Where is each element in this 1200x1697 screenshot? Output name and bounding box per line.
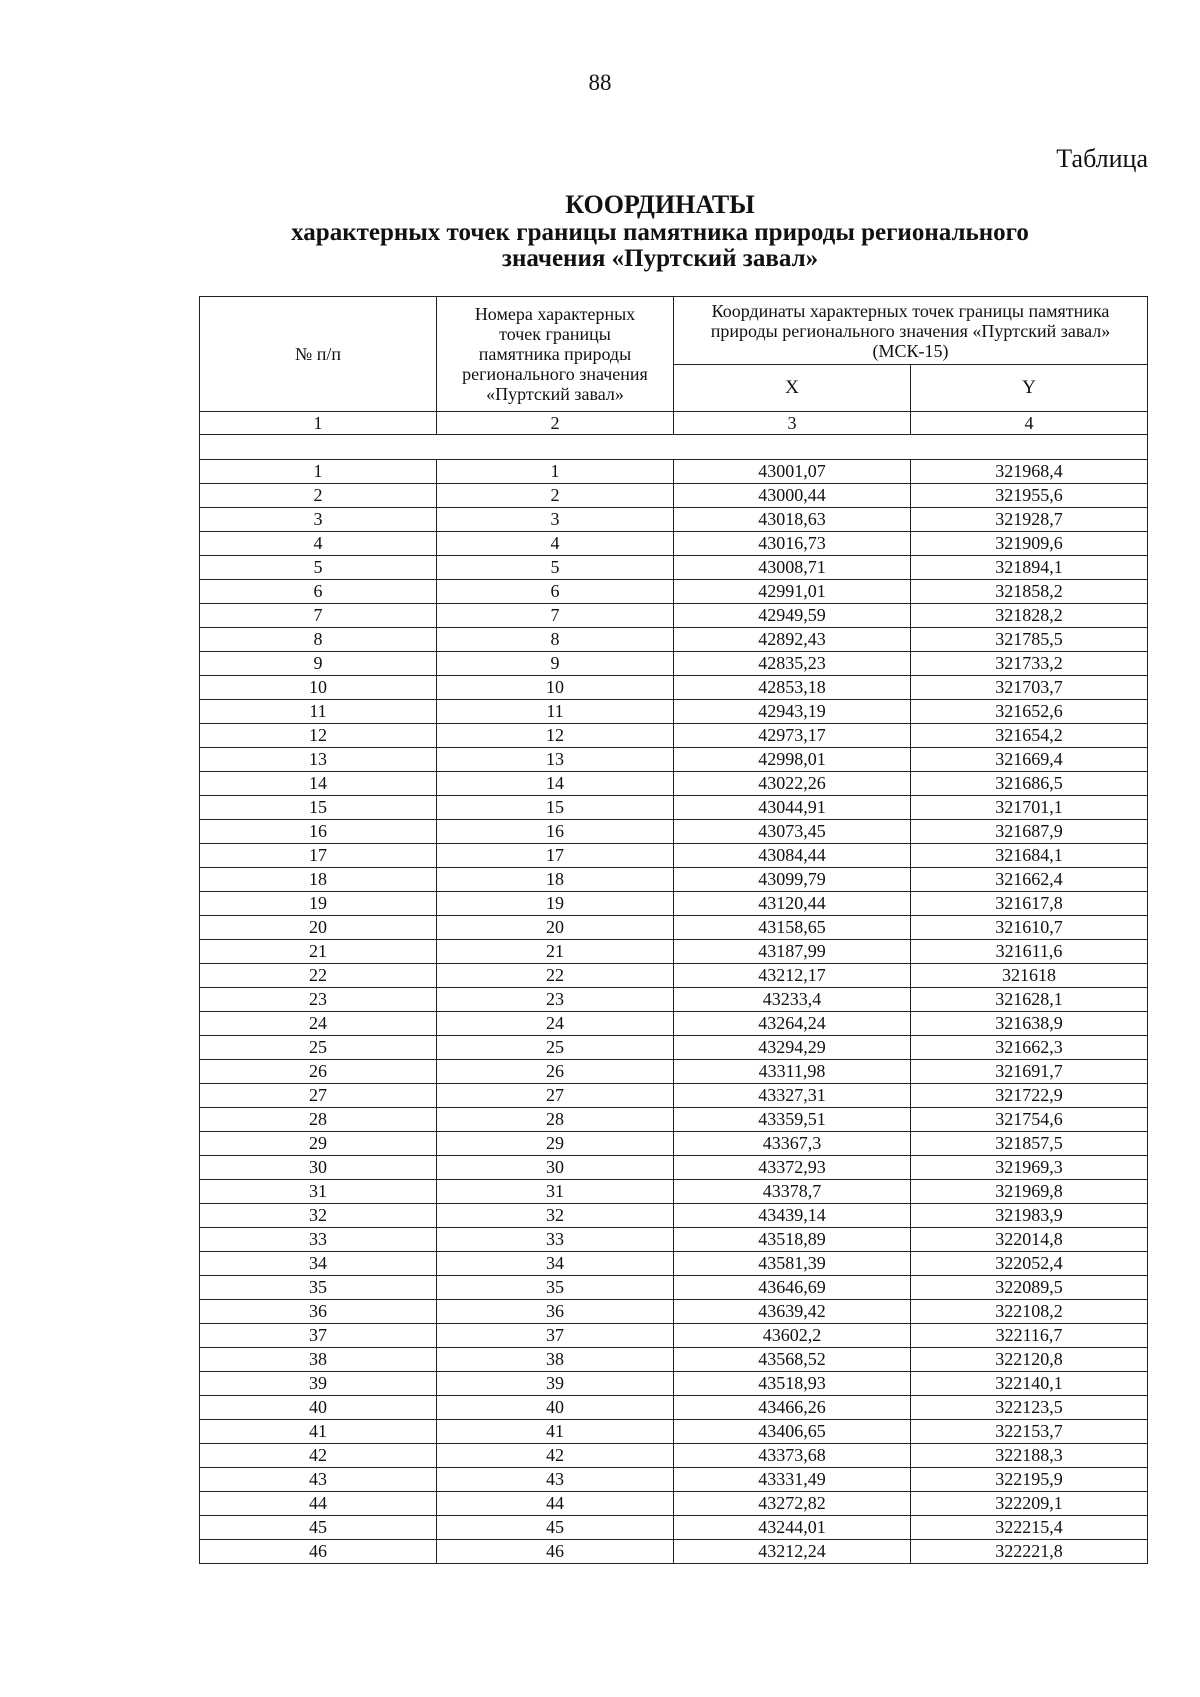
cell-y: 322052,4 <box>911 1252 1148 1276</box>
cell-y: 322108,2 <box>911 1300 1148 1324</box>
table-row <box>200 1420 1148 1444</box>
cell-y: 321691,7 <box>911 1060 1148 1084</box>
cell-row-number: 42 <box>200 1444 437 1468</box>
cell-point-number: 6 <box>437 580 674 604</box>
cell-row-number: 11 <box>200 700 437 724</box>
cell-y: 321703,7 <box>911 676 1148 700</box>
header-coordinates: Координаты характерных точек границы памятника природы регионального значения «Пуртский завал» (МСК-15) <box>674 297 1148 365</box>
cell-y: 322140,1 <box>911 1372 1148 1396</box>
cell-point-number: 23 <box>437 988 674 1012</box>
cell-row-number: 22 <box>200 964 437 988</box>
cell-y: 322221,8 <box>911 1540 1148 1564</box>
cell-point-number: 14 <box>437 772 674 796</box>
cell-x: 43084,44 <box>674 844 911 868</box>
cell-x: 42853,18 <box>674 676 911 700</box>
table-row <box>200 1108 1148 1132</box>
table-row <box>200 1540 1148 1564</box>
cell-x: 43272,82 <box>674 1492 911 1516</box>
cell-x: 43367,3 <box>674 1132 911 1156</box>
table-row <box>200 1492 1148 1516</box>
cell-x: 43158,65 <box>674 916 911 940</box>
cell-x: 43212,24 <box>674 1540 911 1564</box>
cell-row-number: 18 <box>200 868 437 892</box>
table-row <box>200 580 1148 604</box>
table-row <box>200 1324 1148 1348</box>
table-row <box>200 1300 1148 1324</box>
cell-point-number: 31 <box>437 1180 674 1204</box>
cell-x: 43406,65 <box>674 1420 911 1444</box>
cell-row-number: 25 <box>200 1036 437 1060</box>
cell-row-number: 19 <box>200 892 437 916</box>
cell-y: 321969,3 <box>911 1156 1148 1180</box>
table-row <box>200 532 1148 556</box>
cell-x: 43008,71 <box>674 556 911 580</box>
table-row <box>200 508 1148 532</box>
cell-point-number: 44 <box>437 1492 674 1516</box>
table-label: Таблица <box>1056 144 1148 173</box>
cell-y: 321662,3 <box>911 1036 1148 1060</box>
table-row <box>200 796 1148 820</box>
cell-row-number: 2 <box>200 484 437 508</box>
cell-x: 42949,59 <box>674 604 911 628</box>
table-row <box>200 1468 1148 1492</box>
cell-point-number: 15 <box>437 796 674 820</box>
cell-y: 321684,1 <box>911 844 1148 868</box>
cell-row-number: 7 <box>200 604 437 628</box>
cell-point-number: 2 <box>437 484 674 508</box>
cell-row-number: 1 <box>200 460 437 484</box>
table-body <box>200 460 1148 1564</box>
cell-x: 43646,69 <box>674 1276 911 1300</box>
cell-row-number: 27 <box>200 1084 437 1108</box>
cell-row-number: 29 <box>200 1132 437 1156</box>
cell-y: 321611,6 <box>911 940 1148 964</box>
cell-y: 322123,5 <box>911 1396 1148 1420</box>
table-row <box>200 724 1148 748</box>
cell-row-number: 44 <box>200 1492 437 1516</box>
cell-row-number: 17 <box>200 844 437 868</box>
cell-x: 43311,98 <box>674 1060 911 1084</box>
table-row <box>200 1156 1148 1180</box>
page-number: 88 <box>588 70 612 95</box>
table-row <box>200 676 1148 700</box>
cell-x: 43373,68 <box>674 1444 911 1468</box>
cell-y: 321652,6 <box>911 700 1148 724</box>
cell-row-number: 5 <box>200 556 437 580</box>
cell-row-number: 10 <box>200 676 437 700</box>
cell-row-number: 32 <box>200 1204 437 1228</box>
cell-row-number: 9 <box>200 652 437 676</box>
column-number: 2 <box>437 412 674 435</box>
table-row <box>200 892 1148 916</box>
cell-y: 321662,4 <box>911 868 1148 892</box>
spacer-row <box>200 435 1148 460</box>
header-x: X <box>674 365 911 412</box>
cell-row-number: 37 <box>200 1324 437 1348</box>
cell-point-number: 42 <box>437 1444 674 1468</box>
spacer-cell <box>200 435 1148 460</box>
cell-x: 43120,44 <box>674 892 911 916</box>
cell-point-number: 24 <box>437 1012 674 1036</box>
table-row <box>200 916 1148 940</box>
cell-x: 42991,01 <box>674 580 911 604</box>
cell-point-number: 41 <box>437 1420 674 1444</box>
cell-row-number: 40 <box>200 1396 437 1420</box>
cell-x: 43439,14 <box>674 1204 911 1228</box>
cell-row-number: 26 <box>200 1060 437 1084</box>
cell-row-number: 30 <box>200 1156 437 1180</box>
cell-x: 43568,52 <box>674 1348 911 1372</box>
cell-y: 321638,9 <box>911 1012 1148 1036</box>
cell-x: 43044,91 <box>674 796 911 820</box>
table-row <box>200 1516 1148 1540</box>
cell-x: 43212,17 <box>674 964 911 988</box>
table-row <box>200 1276 1148 1300</box>
table-row <box>200 964 1148 988</box>
cell-x: 43581,39 <box>674 1252 911 1276</box>
cell-row-number: 31 <box>200 1180 437 1204</box>
cell-y: 321610,7 <box>911 916 1148 940</box>
cell-y: 322120,8 <box>911 1348 1148 1372</box>
cell-x: 43016,73 <box>674 532 911 556</box>
cell-point-number: 38 <box>437 1348 674 1372</box>
cell-x: 43378,7 <box>674 1180 911 1204</box>
cell-row-number: 46 <box>200 1540 437 1564</box>
cell-y: 321968,4 <box>911 460 1148 484</box>
cell-point-number: 9 <box>437 652 674 676</box>
table-row <box>200 1252 1148 1276</box>
cell-x: 42973,17 <box>674 724 911 748</box>
cell-point-number: 3 <box>437 508 674 532</box>
cell-point-number: 1 <box>437 460 674 484</box>
cell-point-number: 28 <box>437 1108 674 1132</box>
table-row <box>200 484 1148 508</box>
cell-point-number: 19 <box>437 892 674 916</box>
table-row <box>200 988 1148 1012</box>
table-row <box>200 1084 1148 1108</box>
table-row <box>200 868 1148 892</box>
cell-x: 43327,31 <box>674 1084 911 1108</box>
cell-x: 42892,43 <box>674 628 911 652</box>
cell-x: 43294,29 <box>674 1036 911 1060</box>
cell-row-number: 38 <box>200 1348 437 1372</box>
title-line-2: значения «Пуртский завал» <box>501 245 819 272</box>
cell-x: 43331,49 <box>674 1468 911 1492</box>
cell-point-number: 29 <box>437 1132 674 1156</box>
table-row <box>200 556 1148 580</box>
cell-x: 42943,19 <box>674 700 911 724</box>
cell-point-number: 17 <box>437 844 674 868</box>
cell-row-number: 14 <box>200 772 437 796</box>
cell-y: 321955,6 <box>911 484 1148 508</box>
column-number-row <box>200 412 1148 435</box>
cell-point-number: 36 <box>437 1300 674 1324</box>
table-row <box>200 1396 1148 1420</box>
cell-x: 43187,99 <box>674 940 911 964</box>
cell-y: 322209,1 <box>911 1492 1148 1516</box>
cell-point-number: 18 <box>437 868 674 892</box>
cell-x: 43099,79 <box>674 868 911 892</box>
cell-row-number: 21 <box>200 940 437 964</box>
cell-row-number: 28 <box>200 1108 437 1132</box>
table-row <box>200 1036 1148 1060</box>
cell-y: 322089,5 <box>911 1276 1148 1300</box>
table-row <box>200 1372 1148 1396</box>
table-row <box>200 460 1148 484</box>
cell-y: 321857,5 <box>911 1132 1148 1156</box>
table-row <box>200 652 1148 676</box>
table-row <box>200 940 1148 964</box>
cell-row-number: 16 <box>200 820 437 844</box>
cell-row-number: 43 <box>200 1468 437 1492</box>
cell-point-number: 34 <box>437 1252 674 1276</box>
header-y: Y <box>911 365 1148 412</box>
cell-point-number: 20 <box>437 916 674 940</box>
table-row <box>200 1204 1148 1228</box>
cell-x: 42835,23 <box>674 652 911 676</box>
cell-x: 43359,51 <box>674 1108 911 1132</box>
cell-point-number: 7 <box>437 604 674 628</box>
cell-point-number: 30 <box>437 1156 674 1180</box>
title-line-1: характерных точек границы памятника природы регионального <box>291 219 1029 246</box>
cell-y: 321754,6 <box>911 1108 1148 1132</box>
table-row <box>200 1180 1148 1204</box>
cell-row-number: 36 <box>200 1300 437 1324</box>
cell-y: 321722,9 <box>911 1084 1148 1108</box>
cell-point-number: 25 <box>437 1036 674 1060</box>
cell-row-number: 6 <box>200 580 437 604</box>
table-row <box>200 628 1148 652</box>
table-row <box>200 700 1148 724</box>
header-row-number: № п/п <box>200 297 437 412</box>
cell-point-number: 10 <box>437 676 674 700</box>
cell-row-number: 20 <box>200 916 437 940</box>
table-row <box>200 1348 1148 1372</box>
cell-point-number: 5 <box>437 556 674 580</box>
cell-y: 321983,9 <box>911 1204 1148 1228</box>
cell-y: 322215,4 <box>911 1516 1148 1540</box>
cell-y: 321669,4 <box>911 748 1148 772</box>
table-row <box>200 1444 1148 1468</box>
table-row <box>200 1060 1148 1084</box>
cell-point-number: 12 <box>437 724 674 748</box>
table-row <box>200 604 1148 628</box>
cell-point-number: 32 <box>437 1204 674 1228</box>
cell-y: 321628,1 <box>911 988 1148 1012</box>
cell-x: 43073,45 <box>674 820 911 844</box>
table-row <box>200 1012 1148 1036</box>
cell-y: 321894,1 <box>911 556 1148 580</box>
table-row <box>200 820 1148 844</box>
cell-point-number: 43 <box>437 1468 674 1492</box>
cell-y: 321969,8 <box>911 1180 1148 1204</box>
cell-y: 321785,5 <box>911 628 1148 652</box>
cell-x: 43244,01 <box>674 1516 911 1540</box>
cell-y: 321618 <box>911 964 1148 988</box>
cell-y: 322188,3 <box>911 1444 1148 1468</box>
cell-y: 321909,6 <box>911 532 1148 556</box>
cell-x: 43001,07 <box>674 460 911 484</box>
cell-row-number: 8 <box>200 628 437 652</box>
cell-x: 42998,01 <box>674 748 911 772</box>
cell-y: 321733,2 <box>911 652 1148 676</box>
cell-row-number: 15 <box>200 796 437 820</box>
cell-x: 43018,63 <box>674 508 911 532</box>
table-row <box>200 772 1148 796</box>
cell-point-number: 8 <box>437 628 674 652</box>
column-number: 3 <box>674 412 911 435</box>
cell-point-number: 35 <box>437 1276 674 1300</box>
cell-row-number: 12 <box>200 724 437 748</box>
cell-y: 321828,2 <box>911 604 1148 628</box>
cell-row-number: 13 <box>200 748 437 772</box>
table-row <box>200 1228 1148 1252</box>
cell-row-number: 35 <box>200 1276 437 1300</box>
table-row <box>200 748 1148 772</box>
cell-x: 43372,93 <box>674 1156 911 1180</box>
cell-x: 43000,44 <box>674 484 911 508</box>
cell-point-number: 13 <box>437 748 674 772</box>
cell-point-number: 37 <box>437 1324 674 1348</box>
cell-row-number: 45 <box>200 1516 437 1540</box>
cell-point-number: 45 <box>437 1516 674 1540</box>
cell-y: 322153,7 <box>911 1420 1148 1444</box>
cell-row-number: 4 <box>200 532 437 556</box>
cell-point-number: 40 <box>437 1396 674 1420</box>
cell-x: 43602,2 <box>674 1324 911 1348</box>
cell-point-number: 46 <box>437 1540 674 1564</box>
cell-point-number: 33 <box>437 1228 674 1252</box>
cell-point-number: 21 <box>437 940 674 964</box>
cell-y: 322014,8 <box>911 1228 1148 1252</box>
cell-x: 43518,93 <box>674 1372 911 1396</box>
cell-row-number: 33 <box>200 1228 437 1252</box>
cell-x: 43233,4 <box>674 988 911 1012</box>
cell-y: 322116,7 <box>911 1324 1148 1348</box>
cell-row-number: 34 <box>200 1252 437 1276</box>
cell-y: 321687,9 <box>911 820 1148 844</box>
cell-row-number: 24 <box>200 1012 437 1036</box>
cell-point-number: 39 <box>437 1372 674 1396</box>
cell-y: 321686,5 <box>911 772 1148 796</box>
cell-row-number: 41 <box>200 1420 437 1444</box>
table-title <box>160 190 1160 272</box>
cell-point-number: 16 <box>437 820 674 844</box>
cell-y: 321858,2 <box>911 580 1148 604</box>
cell-x: 43022,26 <box>674 772 911 796</box>
coordinates-table <box>199 296 1148 1564</box>
cell-row-number: 3 <box>200 508 437 532</box>
table-row <box>200 844 1148 868</box>
table-row <box>200 1132 1148 1156</box>
cell-row-number: 39 <box>200 1372 437 1396</box>
cell-x: 43518,89 <box>674 1228 911 1252</box>
cell-point-number: 4 <box>437 532 674 556</box>
cell-point-number: 27 <box>437 1084 674 1108</box>
column-number: 4 <box>911 412 1148 435</box>
cell-x: 43639,42 <box>674 1300 911 1324</box>
cell-point-number: 11 <box>437 700 674 724</box>
cell-y: 321654,2 <box>911 724 1148 748</box>
cell-point-number: 22 <box>437 964 674 988</box>
cell-row-number: 23 <box>200 988 437 1012</box>
header-point-number: Номера характерных точек границы памятника природы регионального значения «Пуртский завал» <box>437 297 674 412</box>
cell-x: 43466,26 <box>674 1396 911 1420</box>
title-main: КООРДИНАТЫ <box>565 190 755 219</box>
cell-y: 321928,7 <box>911 508 1148 532</box>
cell-point-number: 26 <box>437 1060 674 1084</box>
cell-y: 321617,8 <box>911 892 1148 916</box>
column-number: 1 <box>200 412 437 435</box>
cell-x: 43264,24 <box>674 1012 911 1036</box>
cell-y: 322195,9 <box>911 1468 1148 1492</box>
cell-y: 321701,1 <box>911 796 1148 820</box>
